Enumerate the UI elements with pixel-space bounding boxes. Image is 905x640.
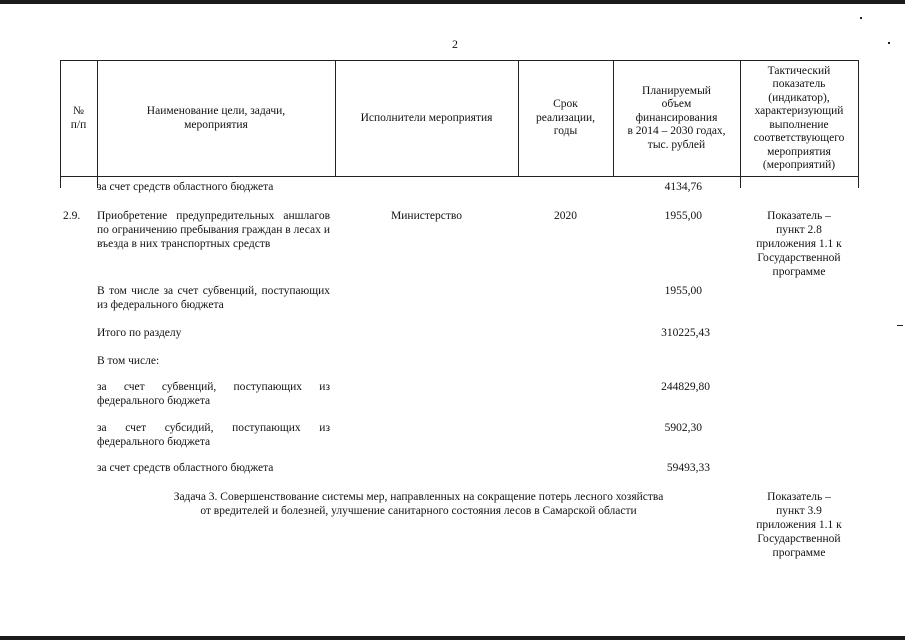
grid-line — [858, 60, 859, 188]
grid-line — [518, 60, 519, 177]
grid-line — [60, 60, 61, 188]
row-name: В том числе: — [97, 355, 160, 367]
header-financing: Планируемый объем финансирования в 2014 – 2030 годах, тыс. рублей — [613, 60, 740, 177]
task-indicator: Показатель – пункт 3.9 приложения 1.1 к Государственной программе — [756, 491, 842, 559]
grid-line — [335, 60, 336, 177]
row-amount: 1955,00 — [664, 210, 702, 222]
header-term: Срок реализации, годы — [518, 60, 613, 177]
scan-speck — [897, 325, 903, 326]
row-indicator: Показатель – пункт 2.8 приложения 1.1 к Государственной программе — [756, 210, 842, 278]
task-title: Задача 3. Совершенствование системы мер, направленных на сокращение потерь лесного хозяйства от вредителей и болезней, улучшение санитарного состояния лесов в Самарской области — [173, 491, 664, 517]
row-name: Итого по разделу — [97, 327, 182, 339]
row-amount: 244829,80 — [661, 381, 710, 393]
scan-speck — [860, 17, 862, 19]
scan-speck — [888, 42, 890, 44]
header-number: № п/п — [60, 60, 97, 177]
scan-top-border — [0, 0, 905, 4]
row-name: за счет субвенций, поступающих из федерального бюджета — [97, 381, 330, 407]
grid-line — [613, 60, 614, 177]
row-amount: 5902,30 — [664, 422, 702, 434]
header-indicator: Тактический показатель (индикатор), характеризующий выполнение соответствующего мероприятия (мероприятий) — [740, 60, 858, 177]
row-amount: 310225,43 — [661, 327, 710, 339]
row-name: за счет субсидий, поступающих из федерального бюджета — [97, 422, 330, 448]
header-executors: Исполнители мероприятия — [335, 60, 518, 177]
row-amount: 4134,76 — [664, 181, 702, 193]
row-name: за счет средств областного бюджета — [97, 462, 274, 474]
grid-line — [740, 60, 741, 188]
row-name: Приобретение предупредительных аншлагов по ограничению пребывания граждан в лесах и въезда в них транспортных средств — [97, 210, 330, 250]
row-name: В том числе за счет субвенций, поступающих из федерального бюджета — [97, 285, 330, 311]
scan-bottom-border — [0, 636, 905, 640]
row-executor: Министерство — [391, 210, 462, 222]
row-number: 2.9. — [63, 210, 81, 222]
row-year: 2020 — [554, 210, 577, 222]
row-amount: 59493,33 — [666, 462, 710, 474]
row-name: за счет средств областного бюджета — [97, 181, 274, 193]
grid-line — [97, 60, 98, 188]
row-amount: 1955,00 — [664, 285, 702, 297]
header-name: Наименование цели, задачи, мероприятия — [97, 60, 335, 177]
page-number: 2 — [452, 37, 458, 51]
